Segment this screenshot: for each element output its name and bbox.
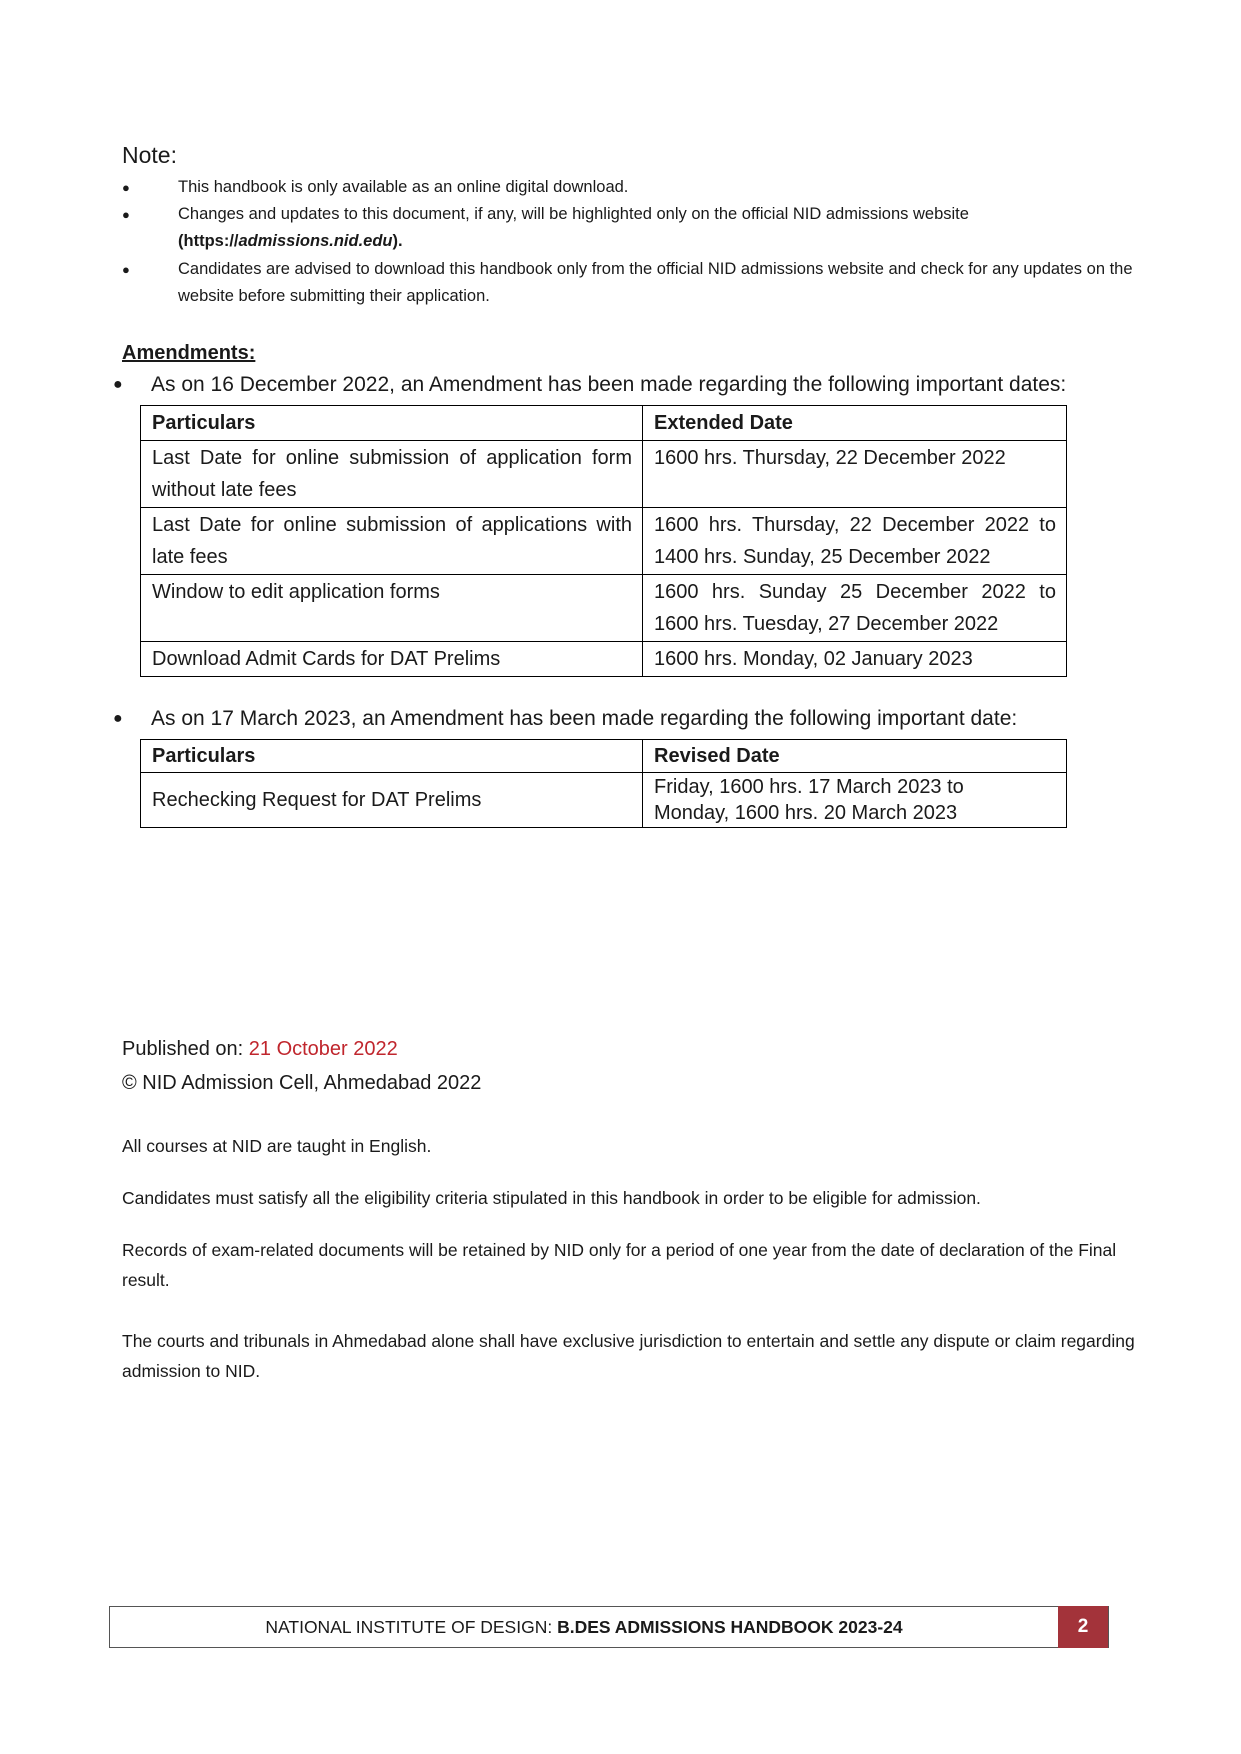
date-line: Monday, 1600 hrs. 20 March 2023 [654,802,958,824]
note-bullet-3 [122,256,1162,310]
published-label: Published on: [122,1038,249,1060]
date-line: Friday, 1600 hrs. 17 March 2023 to [654,776,964,798]
table-row [141,575,1067,642]
particulars-cell: Download Admit Cards for DAT Prelims [141,642,643,677]
footer-handbook-title: B.DES ADMISSIONS HANDBOOK 2023-24 [557,1617,903,1637]
particulars-cell: Rechecking Request for DAT Prelims [141,773,643,828]
page-footer [109,1606,1109,1648]
amendment-table-revised-date [140,739,1067,828]
amendments-heading: Amendments: [122,342,256,364]
bullet-icon: ● [122,262,130,277]
paragraph-eligibility: Candidates must satisfy all the eligibility criteria stipulated in this handbook in order to be eligible for admission. [122,1188,981,1208]
date-cell: 1600 hrs. Monday, 02 January 2023 [643,642,1067,677]
column-header: Extended Date [643,406,1067,441]
date-cell: 1600 hrs. Thursday, 22 December 2022 [643,441,1067,508]
table-row [141,642,1067,677]
bullet-icon: ● [113,376,123,393]
table-header-row [141,740,1067,773]
table-row [141,773,1067,828]
amendment-intro-1 [113,371,1066,399]
footer-prefix: NATIONAL INSTITUTE OF DESIGN: [265,1617,558,1637]
amendment-intro-text: As on 16 December 2022, an Amendment has been made regarding the following important dates: [151,373,1067,396]
particulars-cell: Last Date for online submission of application form without late fees [141,441,643,508]
date-cell: 1600 hrs. Thursday, 22 December 2022 to 1400 hrs. Sunday, 25 December 2022 [643,508,1067,575]
paragraph-language: All courses at NID are taught in English. [122,1136,432,1156]
column-header: Particulars [141,406,643,441]
amendment-intro-2 [113,705,1017,733]
amendment-table-extended-dates [140,405,1067,677]
note-heading: Note: [122,142,177,168]
copyright: © NID Admission Cell, Ahmedabad 2022 [122,1072,482,1094]
bullet-icon: ● [122,180,130,195]
note-bullet-text: Candidates are advised to download this handbook only from the official NID admissions website and check for any updates on the website before submitting their application. [178,260,1133,305]
published-on [122,1033,398,1065]
url-suffix: ). [392,232,403,250]
date-cell [643,773,1067,828]
url-domain: admissions.nid.edu [238,232,393,250]
note-bullet-text: This handbook is only available as an online digital download. [178,178,629,196]
note-bullet-2 [122,201,1162,255]
table-row [141,508,1067,575]
particulars-cell: Last Date for online submission of applications with late fees [141,508,643,575]
bullet-icon: ● [113,710,123,727]
date-cell: 1600 hrs. Sunday 25 December 2022 to 1600 hrs. Tuesday, 27 December 2022 [643,575,1067,642]
published-date: 21 October 2022 [248,1038,398,1060]
column-header: Particulars [141,740,643,773]
page-number: 2 [1058,1606,1108,1648]
website-url[interactable] [178,228,1162,255]
paragraph-jurisdiction: The courts and tribunals in Ahmedabad alone shall have exclusive jurisdiction to entertain and settle any dispute or claim regarding admission to NID. [122,1331,1135,1381]
paragraph-records: Records of exam-related documents will be retained by NID only for a period of one year from the date of declaration of the Final result. [122,1240,1117,1290]
table-row [141,441,1067,508]
column-header: Revised Date [643,740,1067,773]
note-bullet-text: Changes and updates to this document, if any, will be highlighted only on the official NID admissions website [178,205,969,223]
amendment-intro-text: As on 17 March 2023, an Amendment has been made regarding the following important date: [151,707,1018,730]
footer-title [110,1607,1058,1647]
bullet-icon: ● [122,207,130,222]
particulars-cell: Window to edit application forms [141,575,643,642]
url-prefix: (https:// [178,232,239,250]
note-bullet-1 [122,174,1162,201]
table-header-row [141,406,1067,441]
